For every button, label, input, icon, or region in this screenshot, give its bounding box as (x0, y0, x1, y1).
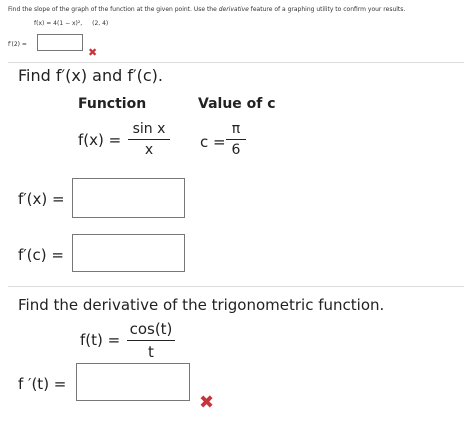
x-icon: ✖ (199, 392, 215, 413)
c-numerator: π (231, 121, 241, 137)
given-point: (2, 4) (92, 20, 109, 27)
fpx-answer-input[interactable] (72, 178, 185, 218)
problem2-prompt: Find f′(x) and f′(c). (18, 66, 163, 85)
instruction-emphasis: derivative (218, 6, 249, 13)
function-expression: f(x) = 4(1 − x)², (34, 20, 85, 27)
c-denominator: 6 (231, 142, 241, 158)
fx-numerator: sin x (132, 121, 166, 137)
instruction-text-start: Find the slope of the graph of the function at the given point. Use the (8, 6, 219, 13)
ft-numerator: cos(t) (129, 320, 173, 338)
fx-denominator: x (144, 142, 154, 158)
c-label: c = (200, 133, 226, 151)
fraction-bar (226, 139, 246, 140)
problem3-prompt: Find the derivative of the trigonometric function. (18, 296, 385, 314)
slope-answer-input[interactable] (37, 34, 83, 51)
divider (8, 62, 464, 63)
slope-answer-label: f′(2) = (8, 41, 27, 48)
fpt-label: f ′(t) = (18, 375, 67, 393)
instruction-text-end: feature of a graphing utility to confirm your results. (248, 6, 406, 13)
ft-label: f(t) = (80, 331, 121, 349)
divider (8, 286, 464, 287)
fx-label: f(x) = (78, 131, 122, 149)
ft-fraction (127, 320, 175, 361)
fpx-label: f′(x) = (18, 190, 65, 208)
x-icon: ✖ (88, 46, 98, 59)
fpc-answer-input[interactable] (72, 234, 185, 272)
fpc-label: f′(c) = (18, 246, 64, 264)
ft-denominator: t (148, 343, 154, 361)
fx-fraction (128, 121, 170, 158)
problem1-instruction (8, 6, 405, 13)
fraction-bar (128, 139, 170, 140)
c-fraction (226, 121, 246, 158)
fraction-bar (127, 340, 175, 341)
fpt-answer-input[interactable] (76, 363, 190, 401)
function-column-header: Function (78, 96, 147, 112)
problem1-function (34, 20, 108, 27)
value-column-header: Value of c (198, 96, 276, 112)
